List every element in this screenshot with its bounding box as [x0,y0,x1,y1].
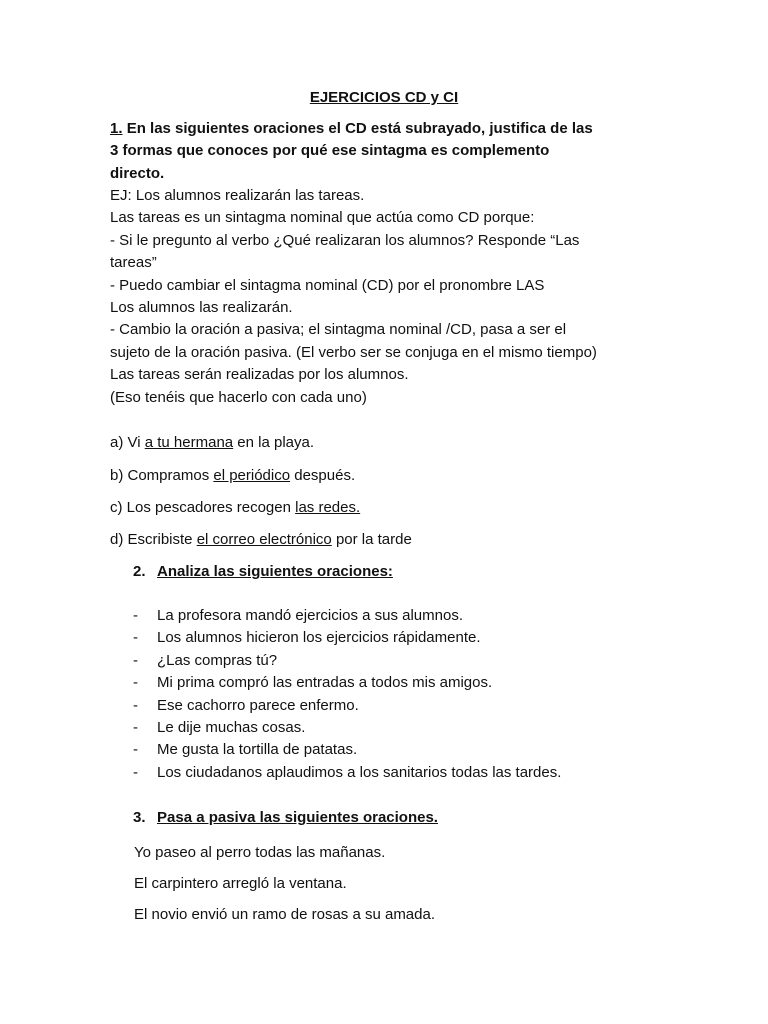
list-item [133,605,561,627]
example-line: Los alumnos las realizarán. [110,298,293,316]
list-item [133,695,561,717]
example-line: - Puedo cambiar el sintagma nominal (CD) por el pronombre LAS [110,276,545,294]
dash-bullet: - [133,674,138,692]
sentence-text: Ese cachorro parece enfermo. [157,696,359,714]
pasiva-sentence: El carpintero arregló la ventana. [134,875,347,892]
item-text: a) Vi [110,434,145,451]
exercise-1-item-d [110,529,412,551]
dash-bullet: - [133,741,138,759]
sentence-text: La profesora mandó ejercicios a sus alumnos. [157,607,463,624]
exercise-2-title: Analiza las siguientes oraciones: [157,563,393,580]
example-line: - Cambio la oración a pasiva; el sintagma nominal /CD, pasa a ser el [110,321,567,339]
exercise-3-title: Pasa a pasiva las siguientes oraciones. [157,809,438,826]
statement-line-text: En las siguientes oraciones el CD está subrayado, justifica de las [126,120,593,137]
example-line: Las tareas serán realizadas por los alumnos. [110,366,409,384]
example-line: sujeto de la oración pasiva. (El verbo ser se conjuga en el mismo tiempo) [110,343,597,361]
dash-bullet: - [133,763,138,781]
example-line: EJ: Los alumnos realizarán las tareas. [110,187,365,204]
sentence-text: Mi prima compró las entradas a todos mis amigos. [157,674,493,692]
item-text: b) Compramos [110,467,214,484]
list-item [133,672,561,694]
exercise-1-statement [110,118,670,185]
pasiva-sentence: Yo paseo al perro todas las mañanas. [134,844,386,861]
document-title: EJERCICIOS CD y CI [309,89,459,106]
exercise-1-item-c [110,497,360,519]
underlined-cd: las redes. [295,499,361,516]
item-text: c) Los pescadores recogen [110,499,296,516]
underlined-cd: el periódico [213,467,291,484]
dash-bullet: - [133,718,138,736]
underlined-cd: el correo electrónico [196,531,332,548]
exercise-1-example [110,185,670,409]
list-item [133,739,561,761]
dash-bullet: - [133,696,138,714]
underlined-cd: a tu hermana [144,434,234,451]
statement-line [110,118,670,140]
list-item [133,762,561,784]
list-item [133,627,561,649]
statement-line: directo. [110,164,165,182]
example-line: Las tareas es un sintagma nominal que actúa como CD porque: [110,209,535,227]
item-text: después. [290,467,356,484]
dash-bullet: - [133,607,138,624]
exercise-2-sentence-list [133,605,561,784]
exercise-3-heading [133,807,438,829]
pasiva-sentence: El novio envió un ramo de rosas a su amada. [134,906,436,923]
list-item [133,650,561,672]
dash-bullet: - [133,629,138,647]
example-line: tareas” [110,254,157,272]
exercise-3-number: 3. [133,809,146,826]
sentence-text: Los ciudadanos aplaudimos a los sanitarios todas las tardes. [157,763,562,781]
example-line: (Eso tenéis que hacerlo con cada uno) [110,388,367,406]
item-text: en la playa. [233,434,315,451]
sentence-text: ¿Las compras tú? [157,651,278,669]
exercise-1-item-b [110,465,355,487]
exercise-2-number: 2. [133,563,146,580]
item-text: por la tarde [331,531,412,548]
sentence-text: Me gusta la tortilla de patatas. [157,741,358,759]
exercise-1-number: 1. [110,120,123,137]
example-line: - Si le pregunto al verbo ¿Qué realizaran los alumnos? Responde “Las [110,231,580,249]
sentence-text: Le dije muchas cosas. [157,718,306,736]
statement-line: 3 formas que conoces por qué ese sintagma es complemento [110,142,550,160]
list-item [133,717,561,739]
exercise-1-item-a [110,432,314,454]
exercise-2-heading [133,561,393,583]
dash-bullet: - [133,651,138,669]
sentence-text: Los alumnos hicieron los ejercicios rápidamente. [157,629,481,647]
item-text: d) Escribiste [110,531,197,548]
